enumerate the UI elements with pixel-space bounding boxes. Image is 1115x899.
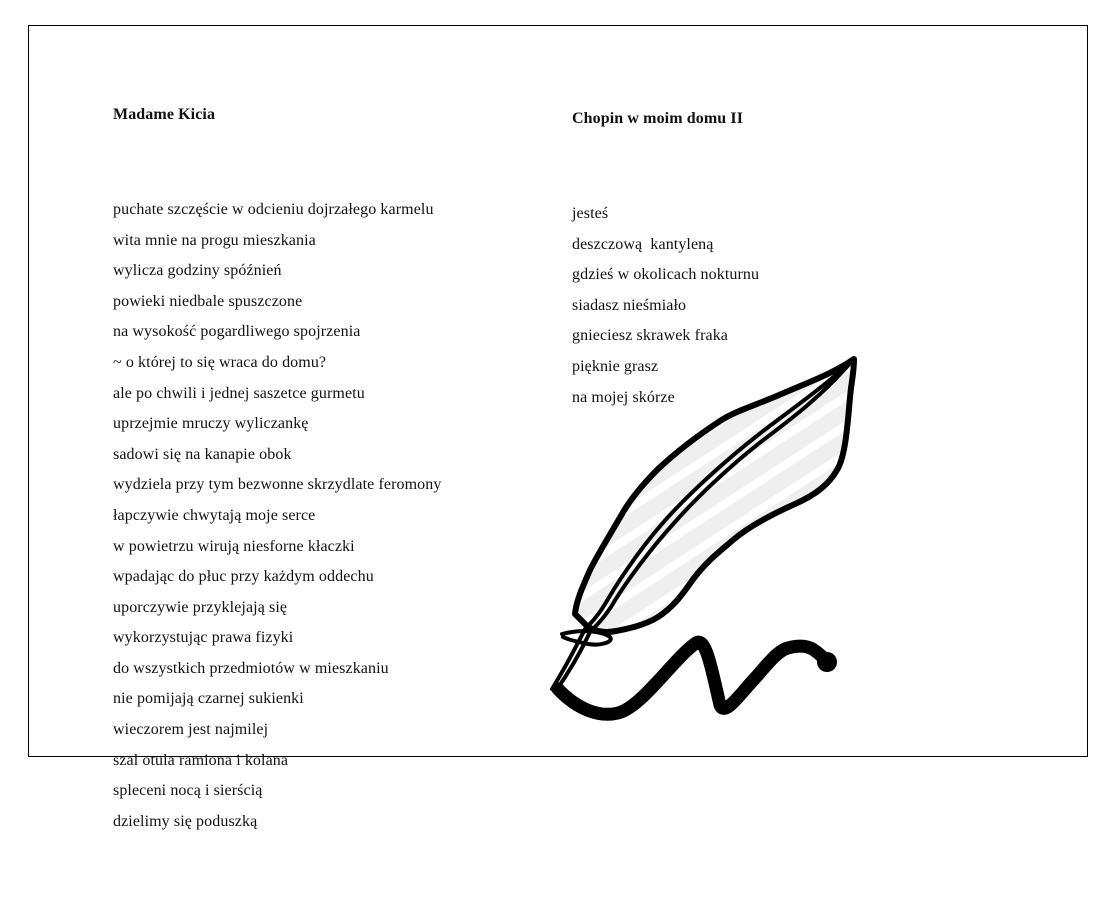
poem-line: wykorzystując prawa fizyki <box>113 629 294 647</box>
poem-line: pięknie grasz <box>572 357 659 375</box>
poem-line: sadowi się na kanapie obok <box>113 445 292 463</box>
poem-line: nie pomijają czarnej sukienki <box>113 690 304 708</box>
poem-line: jesteś <box>572 204 609 222</box>
poem-line: gdzieś w okolicach nokturnu <box>572 266 760 284</box>
poem-madame-kicia <box>113 39 533 899</box>
poem-line: ~ o której to się wraca do domu? <box>113 353 327 371</box>
poem-line: ale po chwili i jednej saszetce gurmetu <box>113 384 365 402</box>
poem-line: puchate szczęście w odcieniu dojrzałego karmelu <box>113 200 434 218</box>
poem-lines-left <box>113 195 533 837</box>
poem-line: gnieciesz skrawek fraka <box>572 327 728 345</box>
poem-line: siadasz nieśmiało <box>572 296 687 314</box>
poem-line: uprzejmie mruczy wyliczankę <box>113 415 309 433</box>
poem-line: w powietrzu wirują niesforne kłaczki <box>113 537 355 555</box>
poem-line: do wszystkich przedmiotów w mieszkaniu <box>113 659 389 677</box>
ink-squiggle <box>558 642 827 714</box>
poem-line: wita mnie na progu mieszkania <box>113 231 316 249</box>
poem-line: wydziela przy tym bezwonne skrzydlate feromony <box>113 476 442 494</box>
poem-line: szal otula ramiona i kolana <box>113 751 289 769</box>
page-border <box>28 25 1088 830</box>
poem-line: dzielimy się poduszką <box>113 812 258 830</box>
poem-line: uporczywie przyklejają się <box>113 598 288 616</box>
poem-line: na mojej skórze <box>572 388 675 406</box>
poem-line: wieczorem jest najmilej <box>113 721 269 739</box>
poem-title-right: Chopin w moim domu II <box>572 110 744 128</box>
poem-line: wpadając do płuc przy każdym oddechu <box>113 568 374 586</box>
poem-line: deszczową kantyleną <box>572 235 714 253</box>
quill-pen-with-ink-squiggle-icon <box>536 343 901 723</box>
poem-line: powieki niedbale spuszczone <box>113 292 303 310</box>
poem-line: łapczywie chwytają moje serce <box>113 506 316 524</box>
poem-line: spleceni nocą i sierścią <box>113 782 263 800</box>
poem-title-left: Madame Kicia <box>113 106 216 124</box>
ink-blob <box>817 652 837 672</box>
poem-line: wylicza godziny spóźnień <box>113 262 282 280</box>
poem-line: na wysokość pogardliwego spojrzenia <box>113 323 361 341</box>
